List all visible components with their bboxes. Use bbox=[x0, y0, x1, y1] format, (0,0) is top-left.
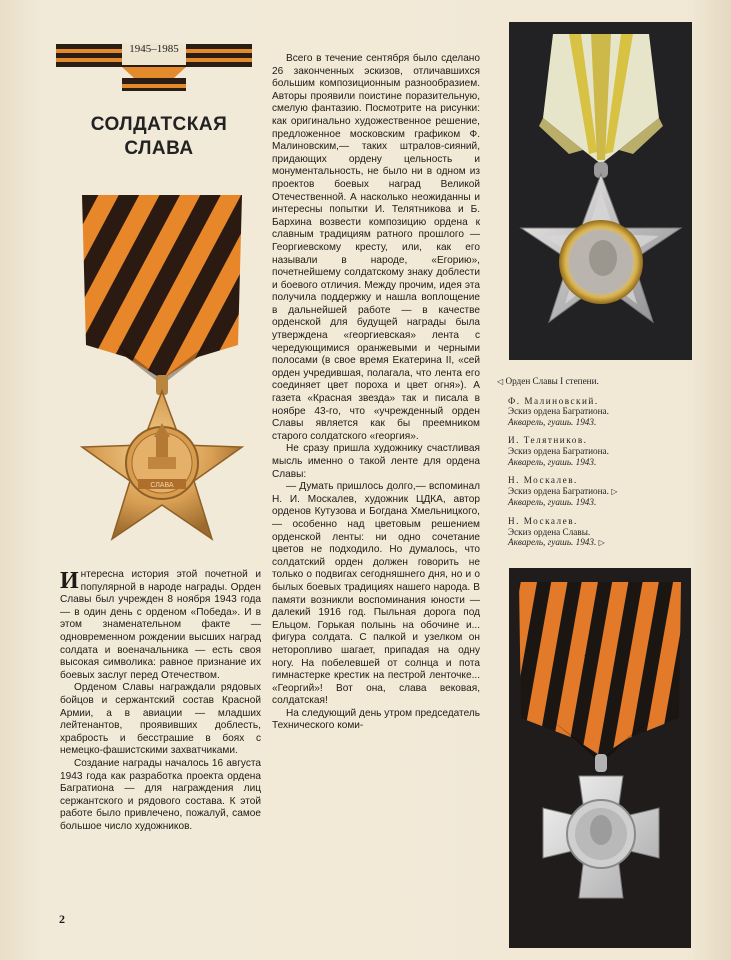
caption-item: Н. Москалев. Эскиз ордена Славы. Акварель, гуашь. 1943. ▷ bbox=[508, 515, 605, 548]
sketch-captions bbox=[497, 396, 657, 549]
medal-inscription: СЛАВА bbox=[150, 482, 174, 489]
page-number: 2 bbox=[59, 912, 65, 926]
moskalev-sketch-photo bbox=[509, 568, 691, 948]
caption-item: Н. Москалев. Эскиз ордена Багратиона. ▷ Акварель, гуашь. 1943. bbox=[508, 475, 618, 508]
drop-cap: И bbox=[60, 568, 79, 594]
title-line-2: СЛАВА bbox=[124, 138, 194, 159]
years-label: 1945–1985 bbox=[129, 43, 179, 55]
paragraph-3: Создание награды началось 16 августа 1943 года как разработка проекта ордена Багратиона — для награждения лиц сержантского и рядового состава. К этой работе было привлечено, пожалуй, самое большое число художников. bbox=[60, 757, 261, 832]
paragraph-2: Орденом Славы награждали рядовых бойцов и сержантский состав Красной Армии, а в авиации — младших лейтенантов, проявивших доблесть, храбрость и бесстрашие в боях с немецко-фашистскими захватчиками. bbox=[60, 682, 261, 757]
middle-column-text bbox=[272, 53, 480, 733]
order-of-glory-photo bbox=[78, 195, 246, 543]
paragraph-5: Не сразу пришла художнику счастливая мысль именно о такой ленте для ордена Славы: bbox=[272, 443, 480, 480]
page-title bbox=[84, 113, 234, 161]
title-line-1: СОЛДАТСКАЯ bbox=[90, 114, 228, 135]
order-caption: ◁ Орден Славы I степени. bbox=[497, 376, 599, 386]
caption-item: И. Телятников. Эскиз ордена Багратиона. Акварель, гуашь. 1943. bbox=[508, 435, 609, 467]
left-column-text bbox=[60, 569, 261, 833]
right-arrow-icon: ▷ bbox=[611, 486, 618, 496]
left-arrow-icon: ◁ bbox=[497, 377, 504, 386]
paragraph-1: Интересна история этой почетной и популярной в народе награды. Орден Славы был учрежден 8 ноября 1943 года — в один день с орденом «Победа». И в этом знаменательном факте — одновременном рождении высших наград солдата и военачальника — есть своя высокая символика: равное признание их боевых заслуг перед Отечеством. bbox=[60, 568, 261, 681]
paragraph-6: — Думать пришлось долго,— вспоминал Н. И. Москалев, художник ЦДКА, автор орденов Кутузова и Богдана Хмельницкого,— особенно над цветовым решением орденской ленты: ни одно сочетание цветов не подходило. Но думалось, что солдатский орден должен говорить не только о подвигах сегодняшнего дня, но и о былых боевых традициях нашего народа. В памяти возникли воспоминания юности — далекий 1916 год. Пыльная дорога под Ельцом. Горькая полынь на обочине и... фигура солдата. С палкой и узелком он неторопливо шагает, припадая на одну ногу. На побелевшей от солнца и пота гимнастерке крестик на пестрой ленточке... «Георгий»! Вот она, слава вековая, солдатская! bbox=[272, 481, 480, 707]
right-arrow-icon: ▷ bbox=[598, 538, 605, 548]
paragraph-7: На следующий день утром председатель Технического коми- bbox=[272, 707, 480, 732]
caption-item: Ф. Малиновский. Эскиз ордена Багратиона. Акварель, гуашь. 1943. bbox=[508, 395, 609, 427]
captions-block bbox=[497, 376, 657, 557]
malinovsky-sketch-photo bbox=[509, 22, 692, 360]
paragraph-4: Всего в течение сентября было сделано 26 законченных эскизов, отличавшихся большим композиционным разнообразием. Авторы проявили поистине поразительную, смелую фантазию. Посмотрите на рисунки: как оригинально художественное решение, предложенное московским графиком Ф. Малиновским,— таких штралов-сияний, придающих ордену цельность и монументальность, не было ни в одном из проектов боевых наград Великой Отечественной. А насколько неожиданны и интересны попытки И. Телятникова и Б. Бархина возвести композицию ордена к славным традициям ратного прошлого — Георгиевскому кресту, или, как его называли в народе, «Егорию», почетнейшему солдатскому знаку доблести и боевого отличия. Между прочим, идея эта получила поддержку и нашла воплощение в дальнейшей работе — в качестве орденской для будущей награды была утверждена «георгиевская» лента с чередующимися оранжевыми и черными полосами (в свое время Екатерина II, «сей орден учредившая, полагала, что лента его соединяет цвет пороха и цвет огня»). А газета «Красная звезда» так и писала в ноябре 43-го, что «учрежденный орден Славы является как бы преемником старого солдатского «георгия». bbox=[272, 53, 480, 442]
